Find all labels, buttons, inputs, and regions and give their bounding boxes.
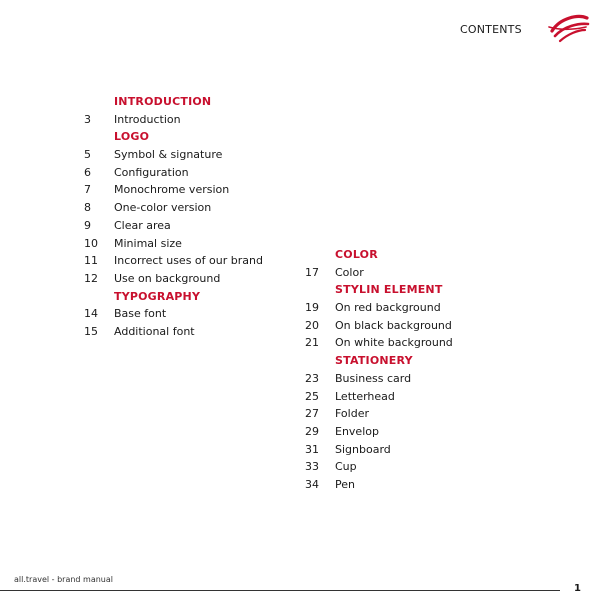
page-number: 1	[574, 583, 581, 594]
toc-section	[84, 288, 263, 341]
toc-section	[305, 246, 453, 281]
toc-entry[interactable]	[84, 164, 263, 182]
toc-section	[305, 281, 453, 352]
toc-entry-label: Introduction	[114, 112, 181, 126]
footer-divider	[0, 590, 560, 591]
toc-entry[interactable]	[305, 441, 453, 459]
toc-section	[84, 128, 263, 287]
toc-page-number: 11	[84, 254, 98, 268]
toc-entry[interactable]	[84, 305, 263, 323]
toc-entry-label: Letterhead	[335, 389, 395, 403]
toc-entry[interactable]	[305, 317, 453, 335]
toc-page-number: 21	[305, 336, 319, 350]
toc-entry[interactable]	[305, 423, 453, 441]
toc-entry[interactable]	[305, 458, 453, 476]
toc-page-number: 6	[84, 165, 91, 179]
toc-entry-label: Monochrome version	[114, 183, 230, 197]
toc-entry[interactable]	[305, 388, 453, 406]
toc-left-column	[84, 93, 263, 341]
toc-entry-label: Color	[335, 265, 364, 279]
toc-page-number: 25	[305, 389, 319, 403]
toc-entry-label: Additional font	[114, 324, 195, 338]
toc-right-column	[305, 246, 453, 494]
toc-entry[interactable]	[84, 199, 263, 217]
toc-entry[interactable]	[84, 217, 263, 235]
toc-entry-label: On red background	[335, 301, 441, 315]
section-title: STYLIN ELEMENT	[335, 283, 443, 297]
section-title: STATIONERY	[335, 354, 413, 368]
toc-page-number: 8	[84, 201, 91, 215]
toc-section	[84, 93, 263, 128]
toc-entry-label: Envelop	[335, 424, 379, 438]
toc-entry[interactable]	[305, 476, 453, 494]
toc-entry[interactable]	[84, 270, 263, 288]
toc-entry-label: Folder	[335, 407, 369, 421]
toc-page-number: 17	[305, 265, 319, 279]
toc-page-number: 3	[84, 112, 91, 126]
swoosh-globe-logo-icon	[546, 12, 590, 46]
toc-entry-label: Use on background	[114, 271, 221, 285]
toc-entry-label: Signboard	[335, 442, 391, 456]
toc-entry[interactable]	[84, 146, 263, 164]
footer-text: all.travel - brand manual	[14, 575, 113, 584]
toc-entry-label: Pen	[335, 477, 355, 491]
toc-entry[interactable]	[305, 405, 453, 423]
toc-entry-label: Clear area	[114, 218, 171, 232]
section-title: LOGO	[114, 130, 150, 144]
toc-page-number: 14	[84, 307, 98, 321]
toc-page-number: 7	[84, 183, 91, 197]
toc-page-number: 19	[305, 301, 319, 315]
section-title: INTRODUCTION	[114, 95, 212, 108]
toc-page-number: 9	[84, 218, 91, 232]
toc-page-number: 5	[84, 148, 91, 162]
toc-page-number: 33	[305, 460, 319, 474]
page-title: CONTENTS	[460, 23, 522, 36]
toc-page-number: 29	[305, 424, 319, 438]
section-title: COLOR	[335, 248, 378, 261]
toc-page-number: 23	[305, 371, 319, 385]
section-title: TYPOGRAPHY	[114, 289, 201, 303]
toc-entry-label: On black background	[335, 318, 452, 332]
toc-entry-label: Cup	[335, 460, 357, 474]
toc-page-number: 27	[305, 407, 319, 421]
toc-page-number: 34	[305, 477, 319, 491]
toc-entry[interactable]	[84, 235, 263, 253]
toc-entry-label: Base font	[114, 307, 167, 321]
toc-entry[interactable]	[84, 252, 263, 270]
toc-entry-label: Business card	[335, 371, 412, 385]
toc-entry[interactable]	[305, 370, 453, 388]
toc-entry[interactable]	[305, 299, 453, 317]
toc-entry[interactable]	[84, 323, 263, 341]
toc-entry-label: Configuration	[114, 165, 189, 179]
toc-page-number: 31	[305, 442, 319, 456]
toc-page-number: 12	[84, 271, 98, 285]
toc-section	[305, 352, 453, 494]
toc-entry-label: Minimal size	[114, 236, 182, 250]
toc-entry[interactable]	[84, 181, 263, 199]
toc-entry[interactable]	[305, 264, 453, 282]
toc-entry-label: On white background	[335, 336, 453, 350]
toc-entry-label: Incorrect uses of our brand	[114, 254, 263, 268]
toc-entry-label: One-color version	[114, 201, 212, 215]
toc-page-number: 20	[305, 318, 319, 332]
toc-entry-label: Symbol & signature	[114, 148, 223, 162]
toc-page-number: 15	[84, 324, 98, 338]
toc-entry[interactable]	[305, 334, 453, 352]
toc-entry[interactable]	[84, 111, 263, 129]
toc-page-number: 10	[84, 236, 98, 250]
